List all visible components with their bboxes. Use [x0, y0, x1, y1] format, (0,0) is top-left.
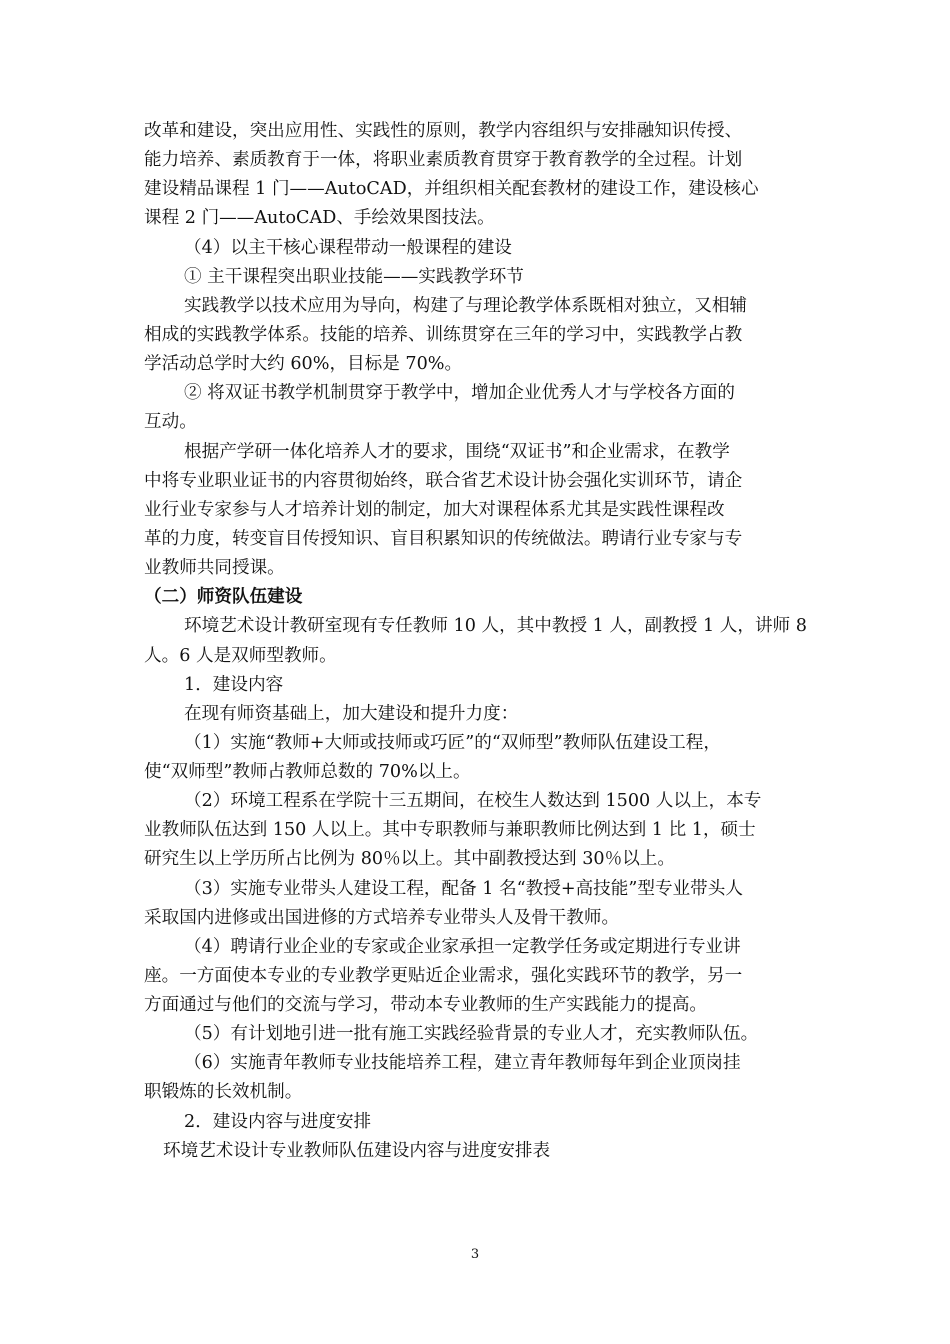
body-line: （1）实施“教师+大师或技师或巧匠”的“双师型”教师队伍建设工程， [184, 733, 721, 753]
body-line: （6）实施青年教师专业技能培养工程，建立青年教师每年到企业顶岗挂 [184, 1053, 741, 1073]
body-line: （2）环境工程系在学院十三五期间，在校生人数达到 1500 人以上，本专 [184, 791, 762, 811]
body-line: 建设精品课程 1 门——AutoCAD，并组织相关配套教材的建设工作，建设核心 [144, 179, 759, 199]
body-line: 学活动总学时大约 60%，目标是 70%。 [144, 354, 463, 374]
body-line: 革的力度，转变盲目传授知识、盲目积累知识的传统做法。聘请行业专家与专 [144, 529, 743, 549]
body-line: 使“双师型”教师占教师总数的 70%以上。 [144, 762, 471, 782]
body-line: 中将专业职业证书的内容贯彻始终，联合省艺术设计协会强化实训环节，请企 [144, 471, 743, 491]
subheading: ① 主干课程突出职业技能——实践教学环节 [184, 267, 524, 287]
body-line: 业教师共同授课。 [144, 558, 285, 578]
body-line: 根据产学研一体化培养人才的要求，围绕“双证书”和企业需求，在教学 [184, 442, 730, 462]
body-line: 实践教学以技术应用为导向，构建了与理论教学体系既相对独立，又相辅 [184, 296, 748, 316]
body-line: 在现有师资基础上，加大建设和提升力度： [184, 704, 519, 724]
body-line: 研究生以上学历所占比例为 80％以上。其中副教授达到 30％以上。 [144, 849, 675, 869]
subheading: 1．建设内容 [184, 675, 284, 695]
body-line: （5）有计划地引进一批有施工实践经验背景的专业人才，充实教师队伍。 [184, 1024, 759, 1044]
body-line: （4）聘请行业企业的专家或企业家承担一定教学任务或定期进行专业讲 [184, 937, 741, 957]
body-line: 业行业专家参与人才培养计划的制定，加大对课程体系尤其是实践性课程改 [144, 500, 725, 520]
table-caption: 环境艺术设计专业教师队伍建设内容与进度安排表 [163, 1141, 551, 1161]
body-line: 互动。 [144, 412, 197, 432]
body-line: 职锻炼的长效机制。 [144, 1082, 303, 1102]
page-number: 3 [470, 1247, 480, 1262]
section-heading: （二）师资队伍建设 [144, 586, 303, 607]
body-line: 业教师队伍达到 150 人以上。其中专职教师与兼职教师比例达到 1 比 1，硕士 [144, 820, 756, 840]
body-line: 能力培养、素质教育于一体，将职业素质教育贯穿于教育教学的全过程。计划 [144, 150, 743, 170]
body-line: 座。一方面使本专业的专业教学更贴近企业需求，强化实践环节的教学，另一 [144, 966, 743, 986]
subheading: ② 将双证书教学机制贯穿于教学中，增加企业优秀人才与学校各方面的 [184, 383, 736, 403]
subheading: 2．建设内容与进度安排 [184, 1112, 372, 1132]
body-line: 方面通过与他们的交流与学习，带动本专业教师的生产实践能力的提高。 [144, 995, 708, 1015]
body-line: 相成的实践教学体系。技能的培养、训练贯穿在三年的学习中，实践教学占教 [144, 325, 743, 345]
body-line: （3）实施专业带头人建设工程，配备 1 名“教授+高技能”型专业带头人 [184, 879, 743, 899]
body-line: 环境艺术设计教研室现有专任教师 10 人，其中教授 1 人，副教授 1 人，讲师 8 [184, 616, 807, 636]
body-line: 课程 2 门——AutoCAD、手绘效果图技法。 [144, 208, 495, 228]
body-line: 改革和建设，突出应用性、实践性的原则，教学内容组织与安排融知识传授、 [144, 121, 743, 141]
body-line: 人。6 人是双师型教师。 [144, 646, 337, 666]
body-line: 采取国内进修或出国进修的方式培养专业带头人及骨干教师。 [144, 908, 620, 928]
subheading: （4）以主干核心课程带动一般课程的建设 [184, 238, 512, 258]
